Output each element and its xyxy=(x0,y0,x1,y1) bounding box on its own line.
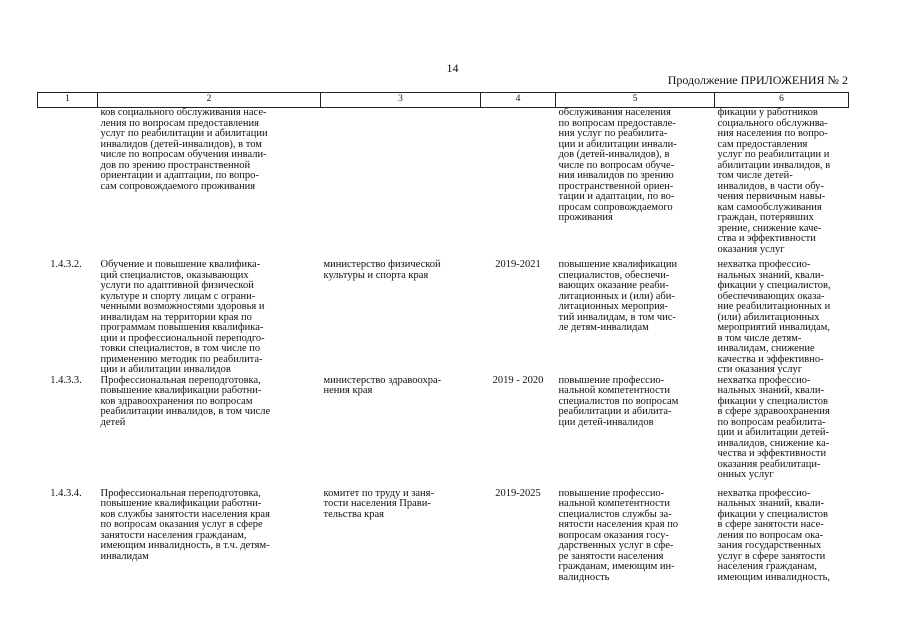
item-number: 1.4.3.4. xyxy=(50,487,82,499)
activity-text: Профессиональная переподготовка, повышение квалификации работни- ков здравоохранения по вопросам реабилитации инвалидов, в том числе детей xyxy=(100,374,271,428)
result-cell xyxy=(556,376,715,489)
item-number: 1.4.3.2. xyxy=(50,259,82,270)
column-header-6: 6 xyxy=(715,93,849,108)
problem-cell xyxy=(715,260,849,376)
problem-cell xyxy=(715,108,849,261)
problem-text: фикации у работников социального обслужива- ния населения по вопро- сам предоставления услуг по реабилитации и абилитации инвалидов, в том числе детей- инвалидов, в части обу- чения первичным навы- кам самообслуживания граждан, потерявших зрение, снижение каче- ства и эффективности оказания услуг xyxy=(717,107,831,255)
column-header-3: 3 xyxy=(321,93,481,108)
column-number-header xyxy=(38,93,849,108)
result-text: повышение профессио- нальной компетентности специалистов службы за- нятости населения края по вопросам оказания госу- дарственных услуг в сфе- ре занятости населения гражданам, имеющим ин- валидность xyxy=(558,487,679,583)
problem-text: нехватка профессио- нальных знаний, квали- фикации у специалистов в сфере занятости насе- ления по вопросам ока- зания государственных услуг в сфере занятости населения гражданам, имеющим инвалидность, xyxy=(717,487,831,583)
activity-cell xyxy=(98,489,321,584)
activity-text: Профессиональная переподготовка, повышение квалификации работни- ков службы занятости населения края по вопросам оказания услуг в сфере занятости населения гражданам, имеющим инвалидность, в т.ч. детям- инвалидам xyxy=(100,487,270,562)
result-cell xyxy=(556,108,715,261)
period-cell: 2019-2021 xyxy=(495,259,541,270)
result-text: повышение квалификации специалистов, обеспечи- вающих оказание реаби- литационных и (или) аби- литационных мероприя- тий инвалидам, в том чис- ле детям-инвалидам xyxy=(558,259,678,333)
period-cell xyxy=(481,108,556,261)
executor-cell xyxy=(321,260,481,376)
result-text: повышение профессио- нальной компетентности специалистов по вопросам реабилитации и абилита- ции детей-инвалидов xyxy=(558,374,679,428)
executor-text: министерство физической культуры и спорта края xyxy=(323,259,441,281)
table-row xyxy=(38,260,849,376)
table-row xyxy=(38,376,849,489)
page-number: 14 xyxy=(446,61,459,75)
column-header-1: 1 xyxy=(38,93,98,108)
executor-cell xyxy=(321,108,481,261)
activity-text: Обучение и повышение квалифика- ций специалистов, оказывающих услуги по адаптивной физической культуре и спорту лицам с ограни- ченными возможностями здоровья и инвалидам на территории края по программам повышения квалифика- ции и профессиональной переподго- товки специалистов, в том числе по применению методик по реабилита- ции и абилитации инвалидов xyxy=(100,259,265,375)
column-header-4: 4 xyxy=(481,93,556,108)
column-header-5: 5 xyxy=(556,93,715,108)
period-cell: 2019-2025 xyxy=(495,487,541,499)
activity-text: ков социального обслуживания насе- ления по вопросам предоставления услуг по реабилитации и абилитации инвалидов (детей-инвалидов), в том числе по вопросам обучения инвали- дов по зрению пространственной ориентации и адаптации, по вопро- сам сопровождаемого проживания xyxy=(100,107,268,192)
activity-cell xyxy=(98,108,321,261)
activity-cell xyxy=(98,260,321,376)
table-row xyxy=(38,108,849,261)
executor-cell xyxy=(321,489,481,584)
problem-text: нехватка профессио- нальных знаний, квали- фикации у специалистов, обеспечивающих оказа- ние реабилитационных и (или) абилитационных мероприятий инвалидам, в том числе детям- инвалидам, снижение качества и эффективно- сти оказания услуг xyxy=(717,259,831,375)
problem-cell xyxy=(715,376,849,489)
appendix-continuation-label: Продолжение ПРИЛОЖЕНИЯ № 2 xyxy=(667,73,848,87)
activity-cell xyxy=(98,376,321,489)
executor-cell xyxy=(321,376,481,489)
executor-text: министерство здравоохра- нения края xyxy=(323,374,442,396)
result-text: обслуживания населения по вопросам предоставле- ния услуг по реабилита- ции и абилитации инвали- дов (детей-инвалидов), в числе по вопросам обуче- ния инвалидов по зрению пространственной ориен- тации и адаптации, по во- просам сопровождаемого проживания xyxy=(558,107,677,223)
executor-text: комитет по труду и заня- тости населения Прави- тельства края xyxy=(323,487,434,520)
period-cell: 2019 - 2020 xyxy=(492,374,544,386)
result-cell xyxy=(556,489,715,584)
table-row xyxy=(38,489,849,584)
problem-cell xyxy=(715,489,849,584)
item-number: 1.4.3.3. xyxy=(50,374,82,386)
problem-text: нехватка профессио- нальных знаний, квали- фикации у специалистов в сфере здравоохранения по вопросам реабилита- ции и абилитации детей- инвалидов, снижение ка- чества и эффективности оказания реабилитаци- онных услуг xyxy=(717,374,830,480)
item-number xyxy=(38,108,98,261)
measures-table xyxy=(37,92,849,583)
result-cell xyxy=(556,260,715,376)
column-header-2: 2 xyxy=(98,93,321,108)
